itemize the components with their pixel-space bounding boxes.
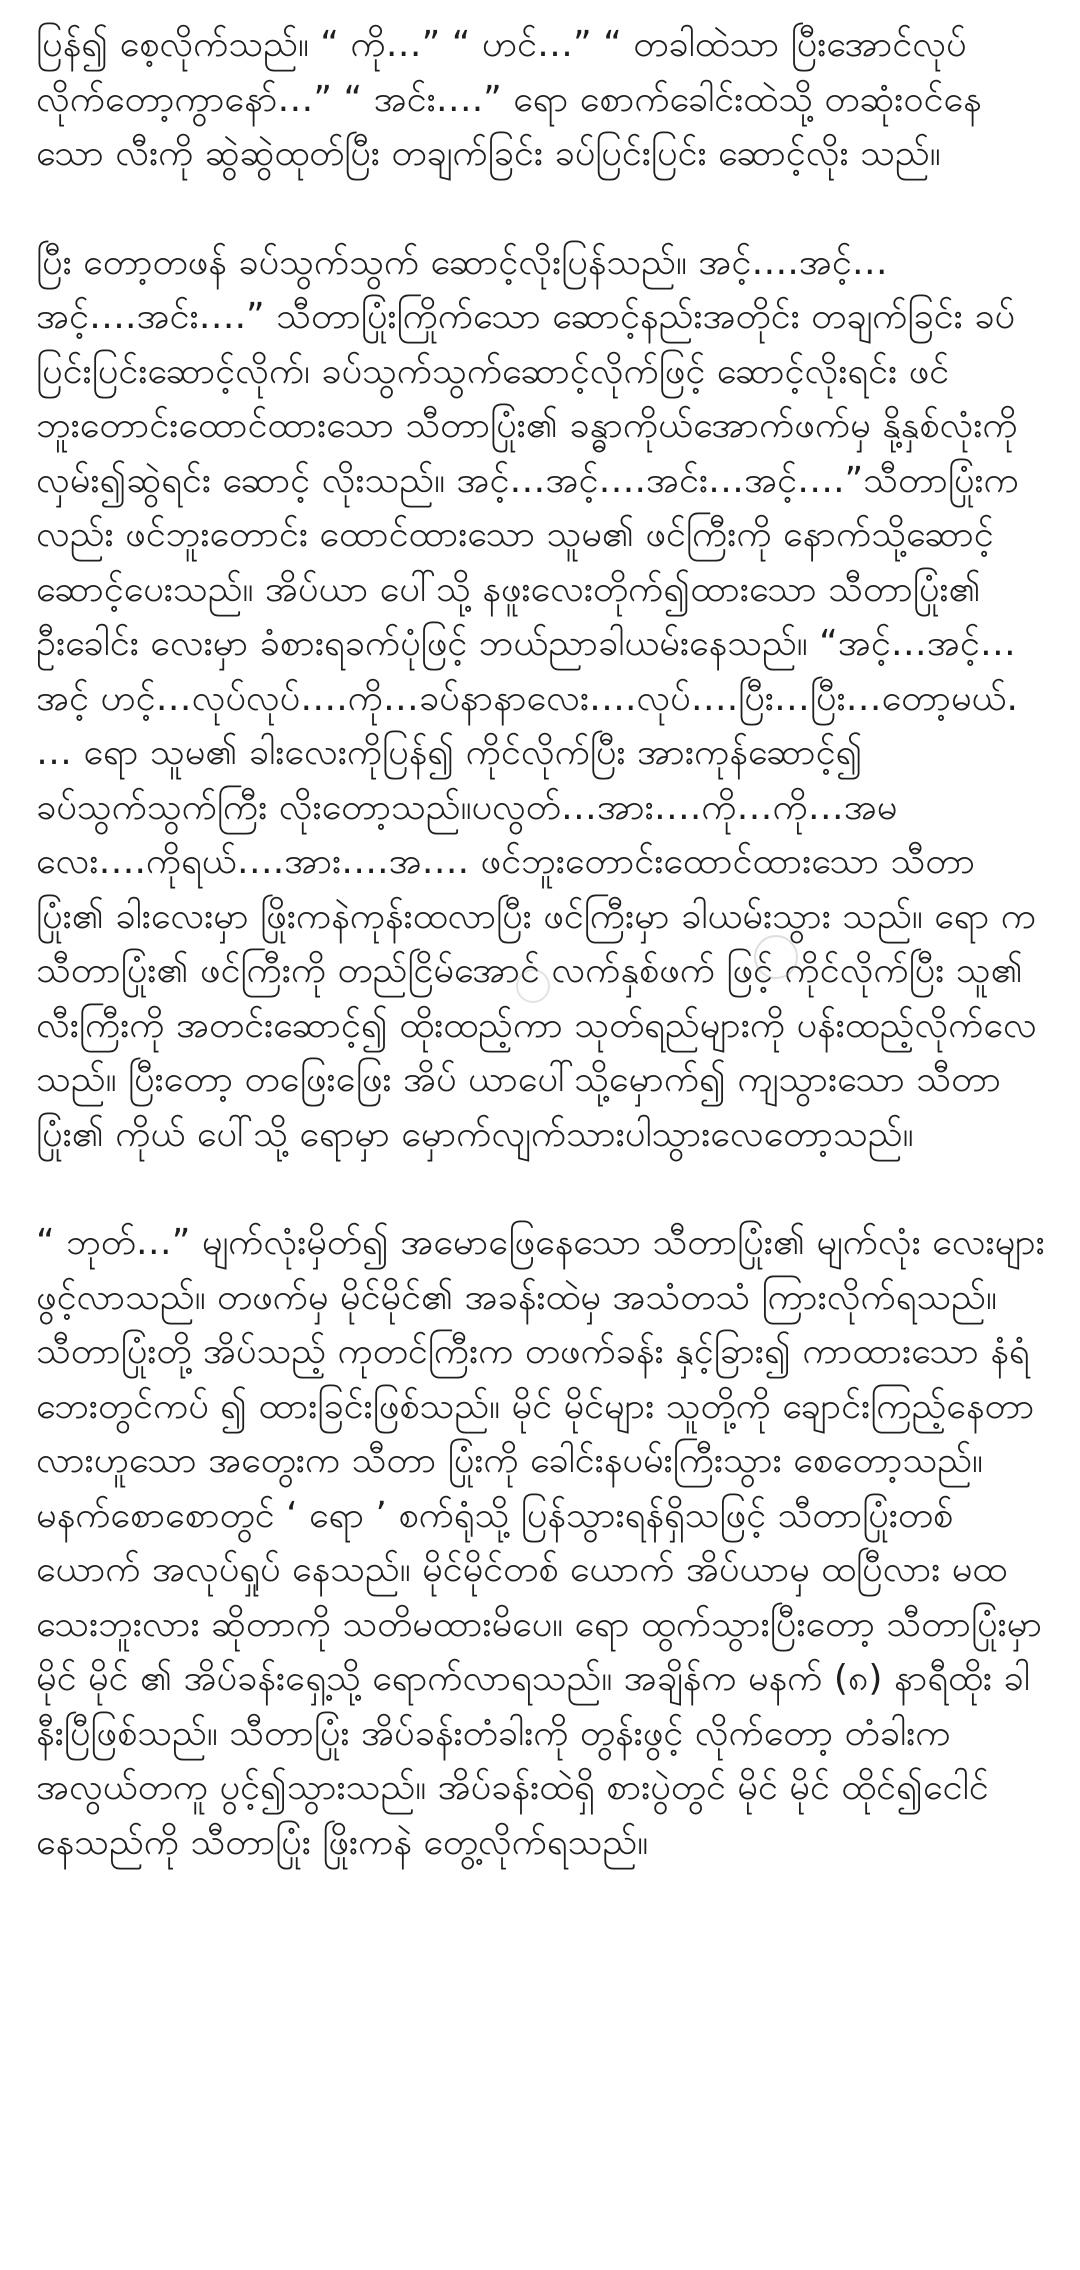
faint-circle-icon [516, 969, 550, 1003]
paragraph-1: ပြန်၍ စေ့လိုက်သည်။ “ ကို…” “ ဟင်…” “ တခါထဲသာ ပြီးအောင်လုပ် လိုက်တော့ကွာနော်…” “ အင်း….” ရော စောက်ခေါင်းထဲသို့ တဆုံးဝင်နေ သော လီးကို ဆွဲဆွဲထုတ်ပြီး တချက်ခြင်း ခပ်ပြင်းပြင်း ဆောင့်လိုး သည်။ [36, 24, 982, 174]
paragraph-3: “ ဘုတ်…” မျက်လုံးမှိတ်၍ အမောဖြေနေသော သီတာပြုံး၏ မျက်လုံး လေးများ ဖွင့်လာသည်။ တဖက်မှ မိုင်မိုင်၏ အခန်းထဲမှ အသံတသံ ကြားလိုက်ရသည်။ သီတာပြုံးတို့ အိပ်သည့် ကုတင်ကြီးက တဖက်ခန်း နှင့်ခြား၍ ကာထားသော နံရံဘေးတွင်ကပ် ၍ ထားခြင်းဖြစ်သည်။ မိုင် မိုင်များ သူတို့ကို ချောင်းကြည့်နေတာလားဟူသော အတွေးက သီတာ ပြုံးကို ခေါင်းနပမ်းကြီးသွား စေတော့သည်။ မနက်စောစောတွင် ‘ ရော ’ စက်ရုံသို့ ပြန်သွားရန်ရှိသဖြင့် သီတာပြုံးတစ်ယောက် အလုပ်ရှုပ် နေသည်။ မိုင်မိုင်တစ် ယောက် အိပ်ယာမှ ထပြီလား မထသေးဘူးလား ဆိုတာကို သတိမထားမိပေ။ ရော ထွက်သွားပြီးတော့ သီတာပြုံးမှာ မိုင် မိုင် ၏ အိပ်ခန်းရှေ့သို့ ရောက်လာရသည်။ အချိန်က မနက် (၈) နာရီထိုး ခါနီးပြီဖြစ်သည်။ သီတာပြုံး အိပ်ခန်းတံခါးကို တွန်းဖွင့် လိုက်တော့ တံခါးက အလွယ်တကူ ပွင့်၍သွားသည်။ အိပ်ခန်းထဲရှိ စားပွဲတွင် မိုင် မိုင် ထိုင်၍ငေါင်နေသည်ကို သီတာပြုံး ဖြိုးကနဲ တွေ့လိုက်ရသည်။ [36, 1222, 1045, 1863]
faint-circle-icon [754, 935, 798, 979]
paragraph-2: ပြီး တော့တဖန် ခပ်သွက်သွက် ဆောင့်လိုးပြန်သည်။ အင့်….အင့်…အင့်….အင်း….” သီတာပြုံးကြိုက်သော ဆောင့်နည်းအတိုင်း တချက်ခြင်း ခပ်ပြင်းပြင်းဆောင့်လိုက်၊ ခပ်သွက်သွက်ဆောင့်လိုက်ဖြင့် ဆောင့်လိုးရင်း ဖင်ဘူးတောင်းထောင်ထားသော သီတာပြုံး၏ ခန္ဓာကိုယ်အောက်ဖက်မှ နို့နှစ်လုံးကို လှမ်း၍ဆွဲရင်း ဆောင့် လိုးသည်။ အင့်…အင့်….အင်း…အင့်….”သီတာပြုံးကလည်း ဖင်ဘူးတောင်း ထောင်ထားသော သူမ၏ ဖင်ကြီးကို နောက်သို့ဆောင့်ဆောင့်ပေးသည်။ အိပ်ယာ ပေါ်သို့ နဖူးလေးတိုက်၍ထားသော သီတာပြုံး၏ ဦးခေါင်း လေးမှာ ခံစားရခက်ပုံဖြင့် ဘယ်ညာခါယမ်းနေသည်။ “အင့်…အင့်…အင့် ဟင့်…လုပ်လုပ်….ကို…ခပ်နာနာလေး….လုပ်….ပြီး…ပြီး…တော့မယ်. … ရော သူမ၏ ခါးလေးကိုပြန်၍ ကိုင်လိုက်ပြီး အားကုန်ဆောင့်၍ ခပ်သွက်သွက်ကြီး လိုးတော့သည်။ပလွတ်…အား….ကို…ကို…အမ လေး….ကိုရယ်….အား….အ…. ဖင်ဘူးတောင်းထောင်ထားသော သီတာ ပြုံး၏ ခါးလေးမှာ ဖြိုးကနဲကုန်းထလာပြီး ဖင်ကြီးမှာ ခါယမ်းသွား သည်။ ရော က သီတာပြုံး၏ ဖင်ကြီးကို တည်ငြိမ်အောင် လက်နှစ်ဖက် ဖြင့် ကိုင်လိုက်ပြီး သူ၏ လီးကြီးကို အတင်းဆောင့်၍ ထိုးထည့်ကာ သုတ်ရည်များကို ပန်းထည့်လိုက်လေသည်။ ပြီးတော့ တဖြေးဖြေး အိပ် ယာပေါ်သို့မှောက်၍ ကျသွားသော သီတာပြုံး၏ ကိုယ် ပေါ်သို့ ရောမှာ မှောက်လျက်သားပါသွားလေတော့သည်။ [36, 241, 1037, 1155]
